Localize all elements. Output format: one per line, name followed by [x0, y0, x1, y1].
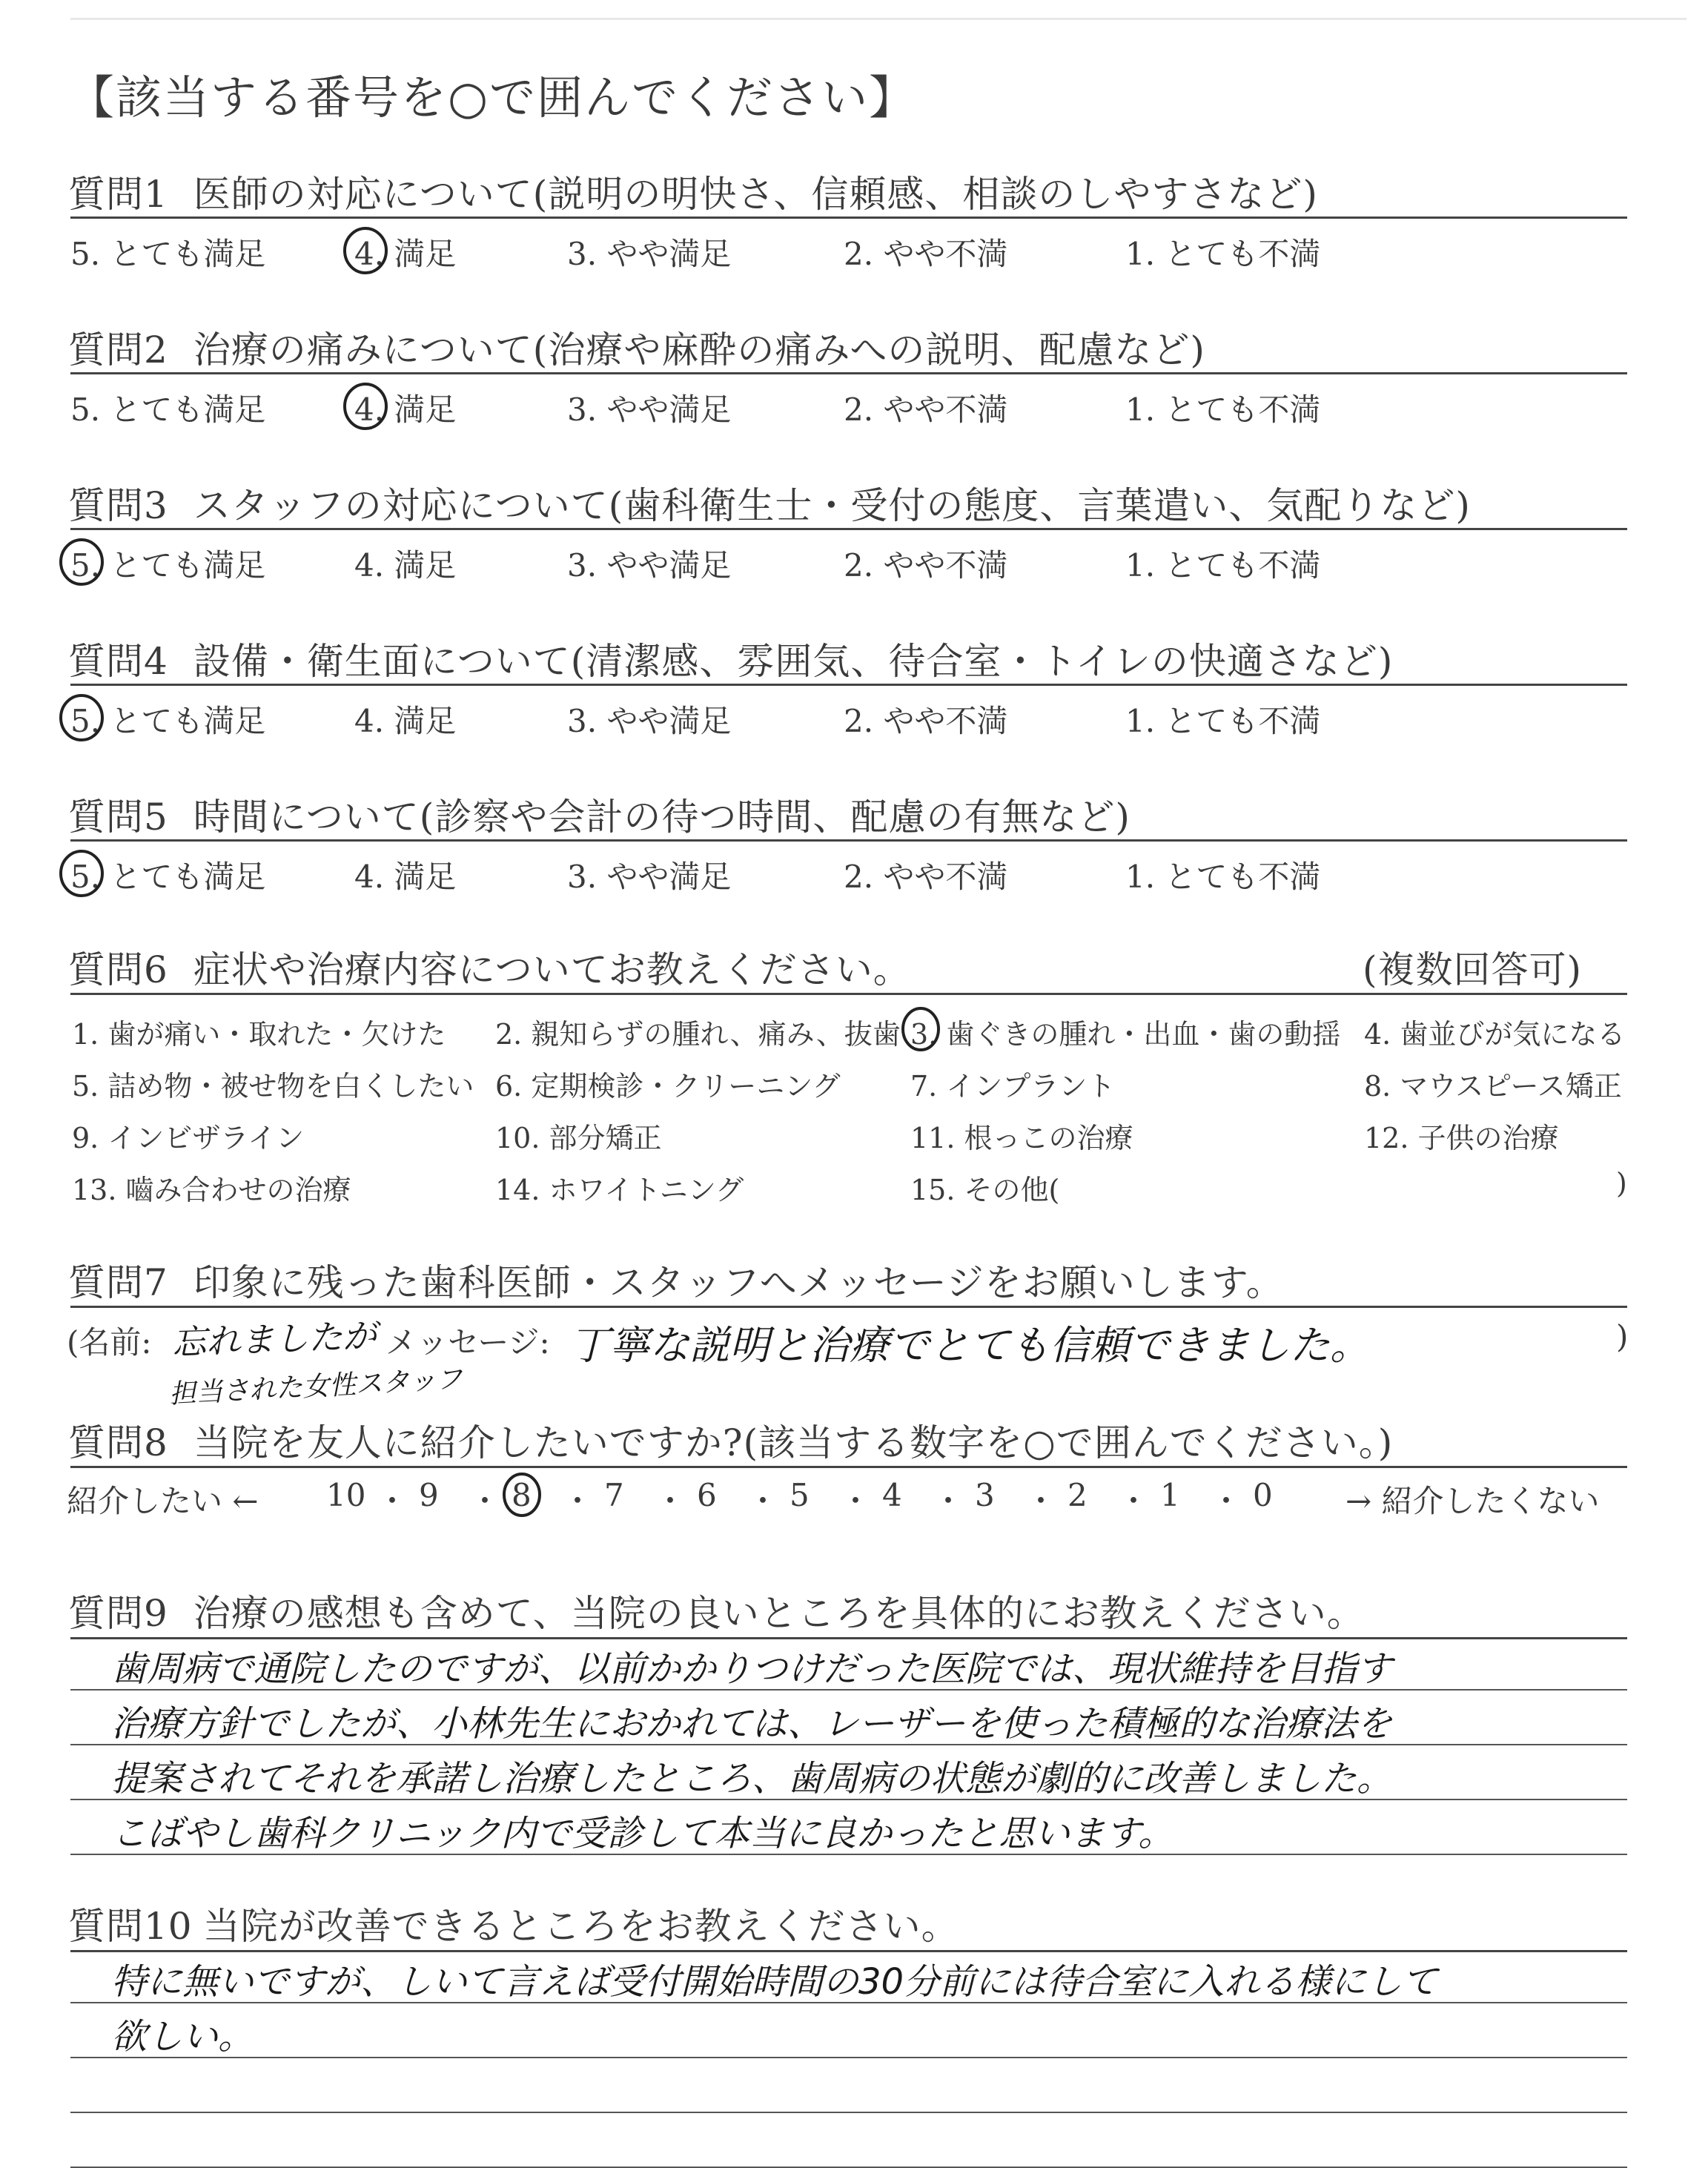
q8-scale-0[interactable]: 0	[1253, 1477, 1273, 1513]
q6-note: (複数回答可)	[1363, 948, 1583, 991]
q6-option-14[interactable]: 14. ホワイトニング	[495, 1174, 744, 1206]
q10-answer-line: 特に無いですが、しいて言えば受付開始時間の30分前には待合室に入れる様にして	[111, 1961, 1438, 2003]
q8-scale-4[interactable]: 4	[882, 1477, 902, 1513]
q9-answer-line: 提案されてそれを承諾し治療したところ、歯周病の状態が劇的に改善しました。	[111, 1758, 1393, 1799]
q8-scale-separator: ・	[1025, 1483, 1057, 1519]
q3-option-4[interactable]: 4. 満足	[354, 547, 457, 584]
q5-option-1[interactable]: 1. とても不満	[1125, 859, 1321, 895]
q2-option-4[interactable]: 4. 満足	[354, 391, 457, 428]
q8-scale-2[interactable]: 2	[1068, 1477, 1088, 1513]
q8-scale-separator: ・	[1211, 1483, 1242, 1519]
q6-option-11[interactable]: 11. 根っこの治療	[910, 1122, 1133, 1154]
q5-option-5[interactable]: 5. とても満足	[70, 859, 266, 895]
q3-option-5[interactable]: 5. とても満足	[70, 547, 266, 584]
q4-title	[68, 632, 1393, 685]
q6-title	[68, 940, 911, 994]
q10-title	[68, 1897, 959, 1950]
q8-scale-separator: ・	[840, 1483, 872, 1519]
q6-option-10[interactable]: 10. 部分矯正	[495, 1122, 662, 1154]
q6-option-6[interactable]: 6. 定期検診・クリーニング	[495, 1070, 841, 1103]
q9-answer-line: 歯周病で通院したのですが、以前かかりつけだった医院では、現状維持を目指す	[111, 1648, 1393, 1690]
q6-rule	[70, 993, 1627, 995]
q3-option-3[interactable]: 3. やや満足	[567, 547, 732, 584]
q4-rule	[70, 684, 1627, 686]
q7-number: 質問7	[68, 1261, 168, 1304]
page-header: 【該当する番号を○で囲んでください】	[68, 70, 917, 125]
q7-message-label: メッセージ:	[385, 1324, 550, 1361]
q8-scale-3[interactable]: 3	[975, 1477, 995, 1513]
q6-text: 症状や治療内容についてお教えください。	[193, 948, 911, 991]
q8-left-label: 紹介したい ←	[67, 1483, 259, 1519]
q1-number: 質問1	[68, 173, 168, 216]
q10-writing-line	[70, 2112, 1627, 2113]
q1-option-4[interactable]: 4. 満足	[354, 236, 457, 272]
q9-number: 質問9	[68, 1592, 168, 1635]
q9-answer-line: 治療方針でしたが、小林先生におかれては、レーザーを使った積極的な治療法を	[111, 1703, 1393, 1745]
q4-option-1[interactable]: 1. とても不満	[1125, 703, 1321, 739]
q2-option-5[interactable]: 5. とても満足	[70, 391, 266, 428]
q10-rule	[70, 1950, 1627, 1952]
q8-number: 質問8	[68, 1421, 168, 1464]
q8-scale-10[interactable]: 10	[326, 1477, 366, 1513]
q8-scale-separator: ・	[933, 1483, 964, 1519]
q8-scale-separator: ・	[747, 1483, 779, 1519]
q2-number: 質問2	[68, 328, 168, 371]
q6-option-4[interactable]: 4. 歯並びが気になる	[1364, 1018, 1626, 1051]
q4-option-3[interactable]: 3. やや満足	[567, 703, 732, 739]
q6-option-1[interactable]: 1. 歯が痛い・取れた・欠けた	[72, 1018, 446, 1051]
q3-rule	[70, 528, 1627, 530]
q10-writing-line	[70, 2057, 1627, 2058]
q7-rule	[70, 1306, 1627, 1308]
q6-option-9[interactable]: 9. インビザライン	[72, 1122, 305, 1154]
q6-option-15[interactable]: 15. その他(	[910, 1174, 1060, 1206]
q4-number: 質問4	[68, 640, 168, 683]
q8-scale-separator: ・	[469, 1483, 501, 1519]
top-border	[70, 18, 1687, 20]
q8-rule	[70, 1466, 1627, 1468]
q5-text: 時間について(診察や会計の待つ時間、配慮の有無など)	[193, 796, 1131, 839]
q8-scale-separator: ・	[1118, 1483, 1150, 1519]
q1-option-3[interactable]: 3. やや満足	[567, 236, 732, 272]
q6-option-8[interactable]: 8. マウスピース矯正	[1364, 1070, 1622, 1103]
q5-title	[68, 787, 1131, 841]
q2-title	[68, 320, 1205, 374]
q8-scale-9[interactable]: 9	[419, 1477, 439, 1513]
q7-name-sub: 担当された女性スタッフ	[168, 1364, 463, 1410]
q6-option-7[interactable]: 7. インプラント	[910, 1070, 1116, 1103]
q10-text: 当院が改善できるところをお教えください。	[202, 1905, 959, 1948]
q7-close-paren: )	[1616, 1318, 1629, 1355]
q3-option-2[interactable]: 2. やや不満	[844, 547, 1008, 584]
q3-number: 質問3	[68, 484, 168, 527]
q2-text: 治療の痛みについて(治療や麻酔の痛みへの説明、配慮など)	[193, 328, 1205, 371]
q3-title	[68, 476, 1471, 529]
q9-rule	[70, 1637, 1627, 1639]
q7-title	[68, 1253, 1284, 1306]
q8-right-label: → 紹介したくない	[1345, 1483, 1600, 1519]
q4-text: 設備・衛生面について(清潔感、雰囲気、待合室・トイレの快適さなど)	[193, 640, 1394, 683]
q6-number: 質問6	[68, 948, 168, 991]
q5-option-3[interactable]: 3. やや満足	[567, 859, 732, 895]
q6-option-5[interactable]: 5. 詰め物・被せ物を白くしたい	[72, 1070, 474, 1103]
q3-option-1[interactable]: 1. とても不満	[1125, 547, 1321, 584]
q1-option-1[interactable]: 1. とても不満	[1125, 236, 1321, 272]
q8-text: 当院を友人に紹介したいですか?(該当する数字を○で囲んでください。)	[193, 1421, 1394, 1464]
q2-option-2[interactable]: 2. やや不満	[844, 391, 1008, 428]
q10-answer-line: 欲しい。	[111, 2016, 254, 2058]
q7-message-value: 丁寧な説明と治療でとても信頼できました。	[569, 1322, 1370, 1369]
q10-number: 質問10	[68, 1905, 193, 1948]
q1-title	[68, 165, 1318, 218]
q2-option-1[interactable]: 1. とても不満	[1125, 391, 1321, 428]
q2-rule	[70, 372, 1627, 374]
q5-rule	[70, 839, 1627, 842]
q8-scale-8[interactable]: 8	[512, 1477, 532, 1513]
q6-option-3[interactable]: 3. 歯ぐきの腫れ・出血・歯の動揺	[910, 1018, 1341, 1051]
q8-title	[68, 1413, 1393, 1467]
q7-name-label: (名前:	[67, 1324, 152, 1361]
q1-rule	[70, 217, 1627, 219]
q8-scale-separator: ・	[377, 1483, 408, 1519]
q7-text: 印象に残った歯科医師・スタッフへメッセージをお願いします。	[193, 1261, 1284, 1304]
q4-option-2[interactable]: 2. やや不満	[844, 703, 1008, 739]
q6-option-2[interactable]: 2. 親知らずの腫れ、痛み、抜歯	[495, 1018, 901, 1051]
q8-scale-7[interactable]: 7	[604, 1477, 624, 1513]
q8-scale-5[interactable]: 5	[790, 1477, 810, 1513]
q5-number: 質問5	[68, 796, 168, 839]
q1-option-5[interactable]: 5. とても満足	[70, 236, 266, 272]
q5-option-2[interactable]: 2. やや不満	[844, 859, 1008, 895]
q8-scale-separator: ・	[655, 1483, 686, 1519]
q3-text: スタッフの対応について(歯科衛生士・受付の態度、言葉遣い、気配りなど)	[193, 484, 1471, 527]
q8-scale-6[interactable]: 6	[697, 1477, 717, 1513]
q5-option-4[interactable]: 4. 満足	[354, 859, 457, 895]
q8-scale-separator: ・	[562, 1483, 594, 1519]
q2-option-3[interactable]: 3. やや満足	[567, 391, 732, 428]
q6-option-12[interactable]: 12. 子供の治療	[1364, 1122, 1559, 1154]
q1-text: 医師の対応について(説明の明快さ、信頼感、相談のしやすさなど)	[193, 173, 1318, 216]
q9-title	[68, 1584, 1365, 1637]
q9-text: 治療の感想も含めて、当院の良いところを具体的にお教えください。	[193, 1592, 1365, 1635]
q6-option-13[interactable]: 13. 嚙み合わせの治療	[72, 1174, 351, 1206]
q1-option-2[interactable]: 2. やや不満	[844, 236, 1008, 272]
q7-name-value: 忘れましたが	[171, 1315, 377, 1363]
q4-option-5[interactable]: 5. とても満足	[70, 703, 266, 739]
q4-option-4[interactable]: 4. 満足	[354, 703, 457, 739]
q8-scale-1[interactable]: 1	[1160, 1477, 1180, 1513]
q9-answer-line: こばやし歯科クリニック内で受診して本当に良かったと思います。	[111, 1813, 1174, 1854]
q6-other-close-paren: )	[1616, 1167, 1627, 1200]
